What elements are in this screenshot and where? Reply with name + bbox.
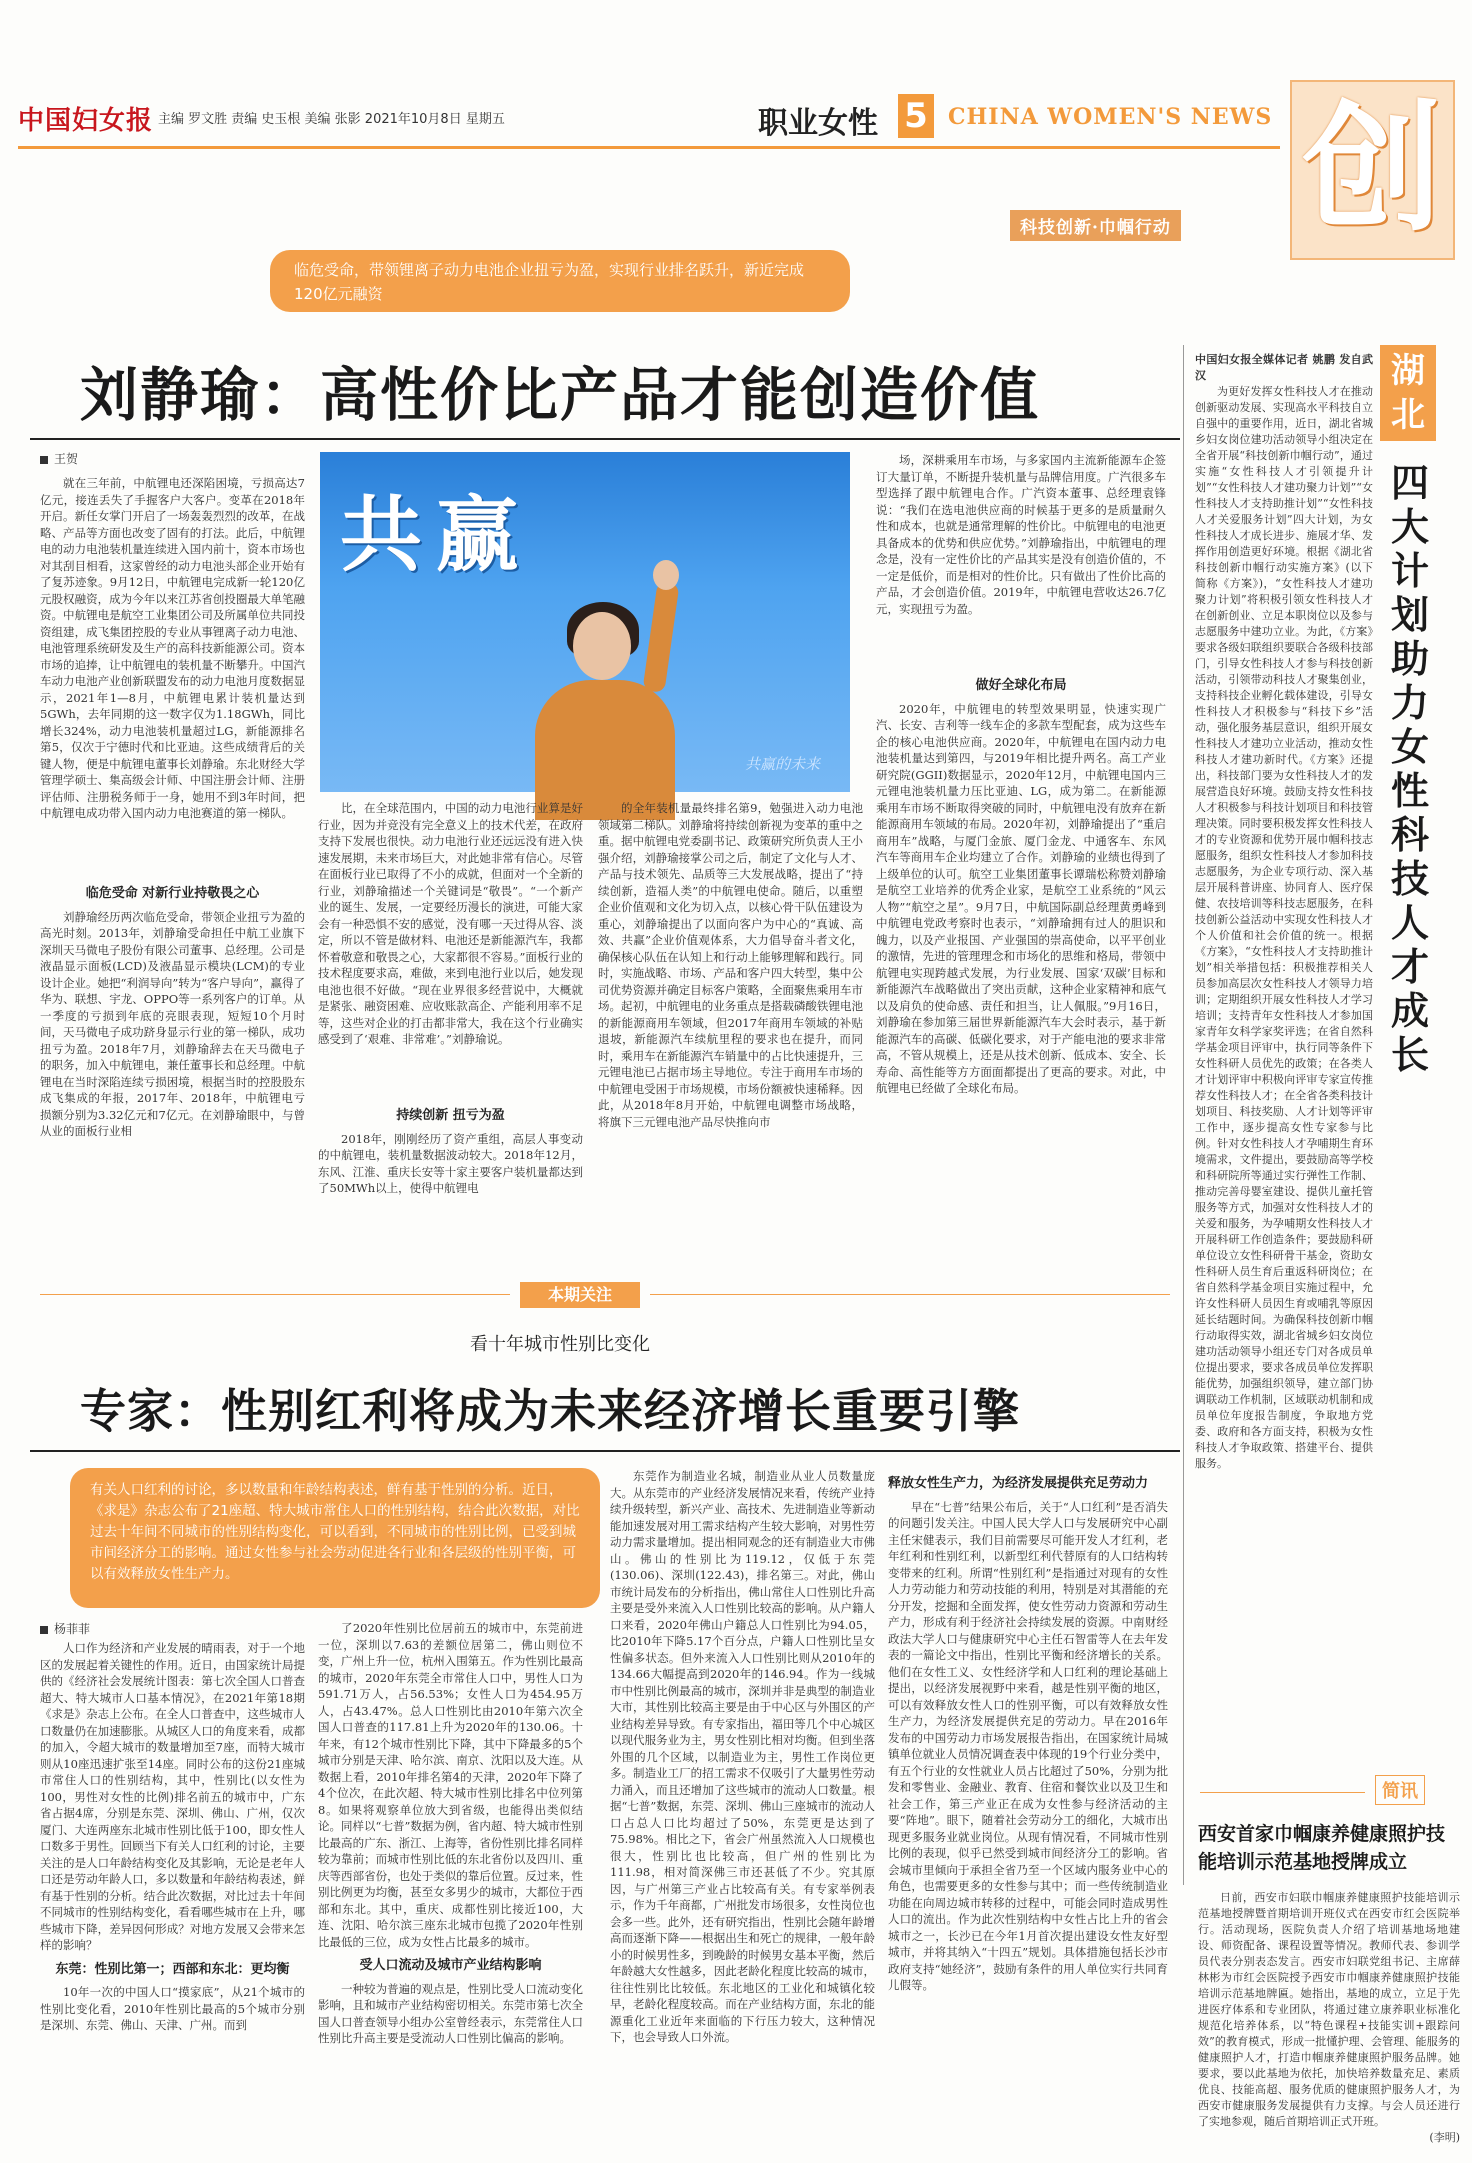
paragraph: 的全年装机量最终排名第9，勉强进入动力电池领域第二梯队。刘静瑜将持续创新视为变革的重中之重。据中航锂电党委副书记、政策研究所负责人王小强介绍，刘静瑜接掌公司之后，制定了文化与人才、产品与技术领先、品质等三大发展战略，提出了“持续创新，造福人类”的中航锂电使命。随后，以重塑企业价值观和文化为切入点，以核心骨干队伍建设为重心，刘静瑜提出了以面向客户为中心的“真诚、高效、共赢”企业价值观体系，大力倡导奋斗者文化，确保核心队伍在认知上和行动上能够理解和践行。同时，实施战略、市场、产品和客户四大转型，集中公司优势资源并确定目标客户策略，全面聚焦乘用车市场。起初，中航锂电的业务重点是搭载磷酸铁锂电池的新能源商用车领域，但2017年商用车领域的补贴退坡，新能源汽车续航里程的要求也在提升，而同时，乘用车在新能源汽车销量中的占比快速提升，三元锂电池已占据市场主导地位。专注于商用车市场的中航锂电受困于市场规模，市场份额被快速稀释。因此，从2018年8月开始，中航锂电调整市场战略，将旗下三元锂电池产品尽快推向市 — [598, 801, 863, 1129]
article2-column-4 — [888, 1468, 1168, 2115]
subhead: 持续创新 扭亏为盈 — [396, 1108, 505, 1123]
divider-right — [650, 1294, 1170, 1295]
region-tag-text: 湖北 — [1391, 351, 1425, 435]
paragraph: 东莞作为制造业名城，制造业从业人员数量庞大。从东莞市的产业经济发展情况来看，传统产业持续升级转型，新兴产业、高技术、先进制造业等新动能加速发展对用工需求结构产生较大影响，对男性劳动力需求量增加。提出相同观念的还有制造业大市佛山。佛山的性别比为119.12，仅低于东莞(130.06)、深圳(122.43)，排名第三。对此，佛山市统计局发布的分析指出，佛山常住人口性别比升高主要是受外来流入人口性别比较高的影响。从户籍人口来看，2020年佛山户籍总人口性别比为94.05，比2010年下降5.17个百分点，户籍人口性别比呈女性偏多状态。但外来流入人口性别比则从2010年的134.66大幅提高到2020年的146.94。作为一线城市中性别比例最高的城市，深圳并非是典型的制造业大市，其性别比较高主要是由于中心区与外围区的产业结构差异导致。有专家指出，福田等几个中心城区以现代服务业为主，男女性别比相对均衡。但到坐落外围的几个区域，以制造业为主，男性工作岗位更多。制造业工厂的招工需求不仅吸引了大量男性劳动力涌入，而且还增加了这些城市的流动人口数量。根据“七普”数据，东莞、深圳、佛山三座城市的流动人口占总人口比均超过了50%，东莞更是达到了75.98%。相比之下，省会广州虽然流入人口规模也很大，性别比也比较高，但广州的性别比为111.98，相对简深佛三市还甚低了不少。究其原因，与广州第三产业占比较高有关。有专家举例表示，作为千年商都，广州批发市场很多，女性岗位也会多一些。此外，还有研究指出，性别比会随年龄增高而逐渐下降——根据出生和死亡的规律，一般年龄小的时候男性多，到晚龄的时候男女基本平衡，然后年龄越大女性越多，因此老龄化程度比较高的城市，往往性别比比较低。东北地区的工业化和城镇化较早，老龄化程度较高。而在产业结构方面，东北的能源重化工业近年来面临的下行压力较大，这种情况下，也会导致人口外流。 — [610, 1469, 875, 2044]
column-divider — [1183, 345, 1184, 1885]
newspaper-logo: 中国妇女报 — [18, 106, 154, 136]
divider-left — [40, 1294, 510, 1295]
news-rule — [1200, 1792, 1365, 1793]
byline-text: 杨菲菲 — [54, 1622, 91, 1636]
article2-column-1 — [40, 1640, 305, 2115]
subhead: 释放女性生产力，为经济发展提供充足劳动力 — [888, 1476, 1149, 1491]
paragraph: 10年一次的中国人口“摸家底”，从21个城市的性别比变化看，2010年性别比最高的5个城市分别是深圳、东莞、佛山、天津、广州。而到 — [40, 1985, 305, 2032]
article1-column-4 — [876, 452, 1166, 667]
photo-backdrop-text: 共赢 — [340, 488, 533, 583]
news-signoff: (李明) — [1429, 2131, 1460, 2144]
photo-person-head — [573, 612, 631, 680]
section-name: 职业女性 — [758, 106, 878, 141]
corner-decoration — [1290, 80, 1455, 260]
photo-person-body — [535, 680, 675, 820]
masthead-rule — [18, 146, 1280, 149]
subhead: 临危受命 对新行业持敬畏之心 — [85, 886, 260, 901]
news-headline: 西安首家巾帼康养健康照护技能培训示范基地授牌成立 — [1198, 1823, 1446, 1873]
masthead — [18, 96, 1288, 141]
article2-byline — [40, 1620, 90, 1637]
article1-column-4b — [876, 670, 1166, 1222]
news-body — [1198, 1890, 1460, 2144]
article2-lead: 有关人口红利的讨论，多以数量和年龄结构表述，鲜有基于性别的分析。近日，《求是》杂志公布了21座超、特大城市常住人口的性别结构，结合此次数据，对比过去十年间不同城市的性别结构变化，可以看到，不同城市的性别比例，已受到城市间经济分工的影响。通过女性参与社会劳动促进各行业和各层级的性别平衡，可以有效释放女性生产力。 — [70, 1468, 600, 1608]
article1-photo — [320, 452, 850, 792]
english-title: CHINA WOMEN'S NEWS — [948, 104, 1273, 130]
subhead: 受人口流动及城市产业结构影响 — [359, 1958, 542, 1973]
focus-tag: 本期关注 — [520, 1282, 640, 1308]
byline-text: 王贺 — [54, 452, 79, 466]
article2-headline: 专家：性别红利将成为未来经济增长重要引擎 — [80, 1384, 1020, 1438]
paragraph: 2020年，中航锂电的转型效果明显，快速实现广汽、长安、吉利等一线车企的多款车型配套，成为这些车企的核心电池供应商。2020年，中航锂电在国内动力电池装机量达到第四，与2019年相比提升两名。高工产业研究院(GGII)数据显示，2020年12月，中航锂电国内三元锂电池装机量力压比亚迪、LG，成为第二。在新能源乘用车市场不断取得突破的同时，中航锂电没有放弃在新能源商用车领域的布局。2020年初，刘静瑜提出了“重启商用车”战略，与厦门金旅、厦门金龙、中通客车、东风汽车等商用车企业均建立了合作。刘静瑜的业绩也得到了上级单位的认可。航空工业集团董事长谭瑞松称赞刘静瑜是航空工业培养的优秀企业家，是航空工业系统的“风云人物”“航空之星”。9月7日，中航国际副总经理黄勇峰到中航锂电党政考察时也表示，“刘静瑜拥有过人的胆识和魄力，以及产业报国、产业强国的崇高使命，以平平创业的激情，先进的管理理念和市场化的思维和格局，带领中航锂电实现跨越式发展，为行业发展、国家‘双碳’目标和新能源汽车战略做出了突出贡献，这种企业家精神和底气以及肩负的使命感、责任和担当，让人佩服。”9月16日，刘静瑜在参加第三届世界新能源汽车大会时表示，基于新能源汽车的高碳、低碳化要求，对于产能电池的要求非常高，不管从规模上，还是从技术创新、低成本、安全、长寿命、高性能等方方面面都提出了更高的要求。对此，中航锂电已经做了全球化布局。 — [876, 701, 1166, 1095]
photo-caption: 共赢的未来 — [744, 755, 820, 773]
article1-column-1b — [40, 878, 305, 1223]
region-tag — [1380, 345, 1436, 441]
right-article-body — [1195, 352, 1373, 1762]
corner-char: 创 — [1302, 87, 1443, 251]
paragraph: 就在三年前，中航锂电还深陷困境，亏损高达7亿元，接连丢失了手握客户大客户。变革在2018年开启。新任女掌门开启了一场轰轰烈烈的改革，在战略、产品等方面也改变了固有的打法。此后，中航锂电的动力电池装机量连续进入国内前十，资本市场也对其刮目相看，这家曾经的动力电池头部企业开始有了复苏迹象。9月12日，中航锂电完成新一轮120亿元股权融资，成为今年以来江苏省创投圈最大单笔融资。中航锂电是航空工业集团公司及所属单位共同投资组建，成飞集团控股的专业从事锂离子动力电池、电池管理系统研发及生产的高科技新能源公司。资本市场的追捧，让中航锂电的装机量不断攀升。中国汽车动力电池产业创新联盟发布的动力电池月度数据显示，2021年1—8月，中航锂电累计装机量达到5GWh，去年同期的这一数字仅为1.18GWh，同比增长324%，动力电池装机量超过LG，新能源排名第5，仅次于宁德时代和比亚迪。这些成绩背后的关键人物，便是中航锂电董事长刘静瑜。东北财经大学管理学硕士、集高级会计师、中国注册会计师、注册评估师、注册税务师于一身，她用不到3年时间，把中航锂电成功带入国内动力电池赛道的第一梯队。 — [40, 476, 305, 820]
article2-kicker: 看十年城市性别比变化 — [470, 1334, 650, 1355]
right-byline: 中国妇女报全媒体记者 姚鹏 发自武汉 — [1195, 353, 1373, 382]
subhead: 东莞：性别比第一；西部和东北：更均衡 — [55, 1961, 290, 1977]
paragraph: 场，深耕乘用车市场，与多家国内主流新能源车企签订大量订单，不断提升装机量与品牌信用度。广汽很多车型选择了跟中航锂电合作。广汽资本董事、总经理袁锋说：“我们在选电池供应商的时候基于更多的是质量耐久性和成本，也就是通常理解的性价比。中航锂电的电池更具备成本的优势和供应优势。”刘静瑜指出，中航锂电的理念是，没有一定性价比的产品其实是没有创造价值的，不一定是低价，而是相对的性价比。只有做出了性价比高的产品，才会创造价值。2019年，中航锂电营收达26.7亿元，实现扭亏为盈。 — [876, 453, 1166, 616]
article1-column-2b — [318, 1100, 583, 1220]
byline-marker-icon — [40, 1626, 48, 1634]
paragraph: 为更好发挥女性科技人才在推动创新驱动发展、实现高水平科技自立自强中的重要作用，近日，湖北省城乡妇女岗位建功活动领导小组决定在全省开展“科技创新巾帼行动”，通过实施“女性科技人才引领提升计划”“女性科技人才建功聚力计划”“女性科技人才支持助推计划”“女性科技人才关爱服务计划”四大计划，为女性科技人才成长进步、施展才华、发挥作用创造更好环境。根据《湖北省科技创新巾帼行动实施方案》(以下简称《方案》)，“女性科技人才建功聚力计划”将积极引领女性科技人才在创新创业、立足本职岗位以及参与志愿服务中建功立业。为此，《方案》要求各级妇联组织要联合各级科技部门，引导女性科技人才参与科技创新活动，引领带动科技人才聚集创业，支持科技企业孵化载体建设，引导女性科技人才积极参与“科技下乡”活动，强化服务基层意识，组织开展女性科技人才建功立业活动，推动女性科技人才建功新时代。《方案》还提出，科技部门要为女性科技人才的发展营造良好环境。鼓励支持女性科技人才积极参与科技计划项目和科技管理决策。同时要积极发挥女性科技人才的专业资源和优势开展巾帼科技志愿服务，组织女性科技人才参加科技志愿服务，为企业专项行动、深入基层开展科普讲座、协同育人、医疗保健、农技培训等科技志愿服务，在科技创新公益活动中实现女性科技人才个人价值和社会价值的统一。根据《方案》，“女性科技人才支持助推计划”相关举措包括：积极推荐相关人员参加高层次女性科技人才领导力培训；定期组织开展女性科技人才学习培训；支持青年女性科技人才参加国家青年女科学家奖评选；在省自然科学基金项目评审中，执行同等条件下女性科研人员优先的政策；在各类人才计划评审中积极向评审专家宣传推荐女性科技人才；在全省各类科技计划项目、科技奖励、人才计划等评审工作中，逐步提高女性专家参与比例。针对女性科技人才孕哺期生育环境需求，文件提出，要鼓励高等学校和科研院所等通过实行弹性工作制、推动完善母婴室建设、提供儿童托管服务等方式，加强对女性科技人才的关爱和服务，为孕哺期女性科技人才开展科研工作创造条件；要鼓励科研单位设立女性科研骨干基金，资助女性科研人员生育后重返科研岗位；在省自然科学基金项目实施过程中，允许女性科研人员因生育或哺乳等原因延长结题时间。为确保科技创新巾帼行动取得实效，湖北省城乡妇女岗位建功活动领导小组还专门对各成员单位提出要求，要求各成员单位发挥职能优势，加强组织领导，建立部门协调联动工作机制，区域联动机制和成员单位年度报告制度，争取地方党委、政府和各方面支持，积极为女性科技人才争取政策、搭建平台、提供服务。 — [1195, 385, 1373, 1470]
column-tag: 科技创新·巾帼行动 — [1010, 210, 1181, 241]
paragraph: 了2020年性别比位居前五的城市中，东莞前进一位，深圳以7.63的差额位居第二，佛山则位不变，广州上升一位，杭州入围第五。作为性别比最高的城市，2020年东莞全市常住人口中，男性人口为591.71万人，占56.53%；女性人口为454.95万人，占43.47%。总人口性别比由2010年第六次全国人口普查的117.81上升为2020年的130.06。十年来，有12个城市性别比下降，其中下降最多的5个城市分别是天津、哈尔滨、南京、沈阳以及大连。从数据上看，2010年排名第4的天津，2020年下降了4个位次，在此次超、特大城市性别比排名中位列第8。如果将观察单位放大到省级，也能得出类似结论。同样以“七普”数据为例，省内超、特大城市性别比最高的广东、浙江、上海等，省份性别比排名同样较为靠前；而城市性别比低的东北省份以及四川、重庆等西部省份，也处于类似的靠后位置。反过来，性别比例更为均衡，甚至女多男少的城市，大都位于西部和东北。其中，重庆、成都性别比接近100，大连、沈阳、哈尔滨三座东北城市包揽了2020年性别比最低的三位，成为女性占比最多的城市。 — [318, 1621, 583, 1949]
paragraph: 刘静瑜经历两次临危受命，带领企业扭亏为盈的高光时刻。2013年，刘静瑜受命担任中航工业旗下深圳天马微电子股份有限公司董事、总经理。公司是液晶显示面板(LCD)及液晶显示模块(LCM)的专业设计企业。她把“利润导向”转为“客户导向”，赢得了华为、联想、宇龙、OPPO等一系列客户的订单。从一季度的亏损到年底的亮眼表现，短短10个月时间，天马微电子成功跻身显示行业的第一梯队，成功扭亏为盈。2018年7月，刘静瑜辞去在天马微电子的职务，加入中航锂电，兼任董事长和总经理。中航锂电在当时深陷连续亏损困境，根据当时的控股股东成飞集成的年报，2017年、2018年，中航锂电亏损额分别为3.32亿元和7亿元。在刘静瑜眼中，与曾从业的面板行业相 — [40, 909, 306, 1138]
headline-rule — [30, 438, 1180, 440]
news-tag: 简讯 — [1375, 1775, 1425, 1805]
paragraph: 比，在全球范围内，中国的动力电池行业算是好行业，因为并竞没有完全意义上的技术代差，在政府支持下发展也很快。动力电池行业还远远没有进入快速发展期，未来市场巨大，对此她非常有信心。尽管在面板行业已取得了不小的成就，但面对一个全新的行业，刘静瑜描述一个关键词是“敬畏”。“一个新产业的诞生、发展，一定要经历漫长的演进，可能大家会有一种恐惧不安的感觉，没有哪一天过得从容、淡定，所以不管是做材料、电池还是新能源汽车，我都怀着敬意和敬畏之心，大家都很不容易。”面板行业的技术程度要求高，难做，来到电池行业以后，她发现电池也很不好做。“现在业界很多经营说中，大概就是紧张、融资困难、应收账款高企、产能利用率不足等，这些对企业的打击都非常大，我在这个行业确实感受到了‘艰难、非常难’。”刘静瑜说。 — [318, 801, 583, 1046]
article2-column-3 — [610, 1468, 875, 2115]
article1-column-1 — [40, 475, 305, 875]
side-headline: 四大计划助力女性科技人才成长 — [1390, 460, 1429, 1077]
paragraph: 一种较为普遍的观点是，性别比受人口流动变化影响，且和城市产业结构密切相关。东莞市第七次全国人口普查领导小组办公室曾经表示，东莞常住人口性别比升高主要是受流动人口性别比偏高的影响。 — [318, 1981, 583, 2045]
byline-marker-icon — [40, 456, 48, 464]
subhead: 做好全球化布局 — [975, 678, 1067, 693]
headline-rule — [30, 1450, 1180, 1452]
side-title-box — [1380, 345, 1452, 1077]
article1-column-2 — [318, 800, 583, 1100]
article1-column-3 — [598, 800, 863, 1220]
page-number: 5 — [898, 94, 934, 138]
paragraph: 2018年，刚刚经历了资产重组，高层人事变动的中航锂电，装机量数据波动较大。2018年12月，东风、江淮、重庆长安等十家主要客户装机量都达到了50MWh以上，使得中航锂电 — [318, 1131, 583, 1195]
article1-headline: 刘静瑜：高性价比产品才能创造价值 — [80, 361, 1041, 429]
paragraph: 早在“七普”结果公布后，关于“人口红利”是否消失的问题引发关注。中国人民大学人口与发展研究中心副主任宋健表示，我们目前需要尽可能开发人才红利，老年红利和性别红利，以新型红利代替原有的人口结构转变带来的红利。所谓“性别红利”是指通过对现有的女性人力劳动能力和劳动技能的利用，特别是对其潜能的充分开发，挖掘和全面发挥，使女性劳动力资源和劳动生产力，形成有利于经济社会持续发展的资源。中南财经政法大学人口与健康研究中心主任石智雷等人在去年发表的一篇论文中指出，性别比平衡和经济增长的关系。他们在女性工义、女性经济学和人口红利的理论基础上提出，以经济发展视野中来看，越是性别平衡的地区，可以有效释放女性人口的性别平衡，可以有效释放女性生产力，为经济发展提供充足的劳动力。早在2016年发布的中国劳动力市场发展报告指出，在国家统计局城镇单位就业人员情况调查表中体现的19个行业分类中，有五个行业的女性就业人员占比超过了50%，分别为批发和零售业、金融业、教育、住宿和餐饮业以及卫生和社会工作，第三产业正在成为女性参与经济活动的主要“阵地”。眼下，随着社会劳动分工的细化，大城市出现更多服务业就业岗位。从现有情况看，不同城市性别比例的表现，似乎已然受到城市间经济分工的影响。省会城市里倾向于承担全省乃至一个区域内服务业中心的角色，也需要更多的女性参与其中；而一些传统制造业功能在向周边城市转移的过程中，可能会同时造成男性人口的流出。作为此次性别结构中女性占比上升的省会城市之一，长沙已在今年1月首次提出建设女性友好型城市，并将其纳入“十四五”规划。具体措施包括长沙市政府支持“她经济”，鼓励有条件的用人单位实行共同育儿假等。 — [888, 1499, 1168, 1992]
photo-person-hand — [653, 560, 679, 590]
photo-person-arm — [642, 581, 679, 693]
paragraph: 日前，西安市妇联巾帼康养健康照护技能培训示范基地授牌暨首期培训开班仪式在西安市红会医院举行。活动现场，医院负责人介绍了培训基地场地建设、师资配备、课程设置等情况。教师代表、参训学员代表分别表态发言。西安市妇联党组书记、主席薛林彬为市红会医院授予西安市巾帼康养健康照护技能培训示范基地牌匾。她指出，基地的成立，立足于先进医疗体系和专业团队，将通过建立康养职业标准化规范化培养体系，以“特色课程+技能实训+跟踪问效”的教育模式，形成一批懂护理、会管理、能服务的健康照护人才，打造巾帼康养健康照护服务品牌。她要求，要以此基地为依托，加快培养数量充足、素质优良、技能高超、服务优质的健康照护服务人才，为西安市健康服务发展提供有力支撑。与会人员还进行了实地参观，随后首期培训正式开班。 — [1198, 1891, 1460, 2128]
article1-lead: 临危受命，带领锂离子动力电池企业扭亏为盈，实现行业排名跃升，新近完成120亿元融资 — [270, 250, 850, 312]
paragraph: 人口作为经济和产业发展的晴雨表，对于一个地区的发展起着关键性的作用。近日，由国家统计局提供的《经济社会发展统计图表：第七次全国人口普查超大、特大城市人口基本情况》，在2021年第18期《求是》杂志上公布。在全人口普查中，这些城市人口数量仍在加速膨胀。从城区人口的角度来看，成都的加入，令超大城市的数量增加至7座，而特大城市则从10座迅速扩张至14座。同时公布的这份21座城市常住人口的性别结构，其中，性别比(以女性为100，男性对女性的比例)排名前五的城市中，广东省占据4席，分别是东莞、深圳、佛山、广州，仅次厦门、大连两座东北城市性别比低于100，即女性人口数多于男性。回顾当下有关人口红利的讨论，主要关注的是人口年龄结构变化及其影响，无论是老年人口还是劳动年龄人口，多以数量和年龄结构表述，鲜有基于性别的分析。结合此次数据，对比过去十年间不同城市的性别结构变化，看看哪些城市在上升，哪些城市下降，差异因何形成？对地方发展又会带来怎样的影响？ — [40, 1641, 305, 1952]
editor-credits: 主编 罗文胜 责编 史玉根 美编 张影 2021年10月8日 星期五 — [158, 112, 505, 127]
article1-byline — [40, 450, 78, 467]
article2-column-2 — [318, 1620, 583, 2115]
